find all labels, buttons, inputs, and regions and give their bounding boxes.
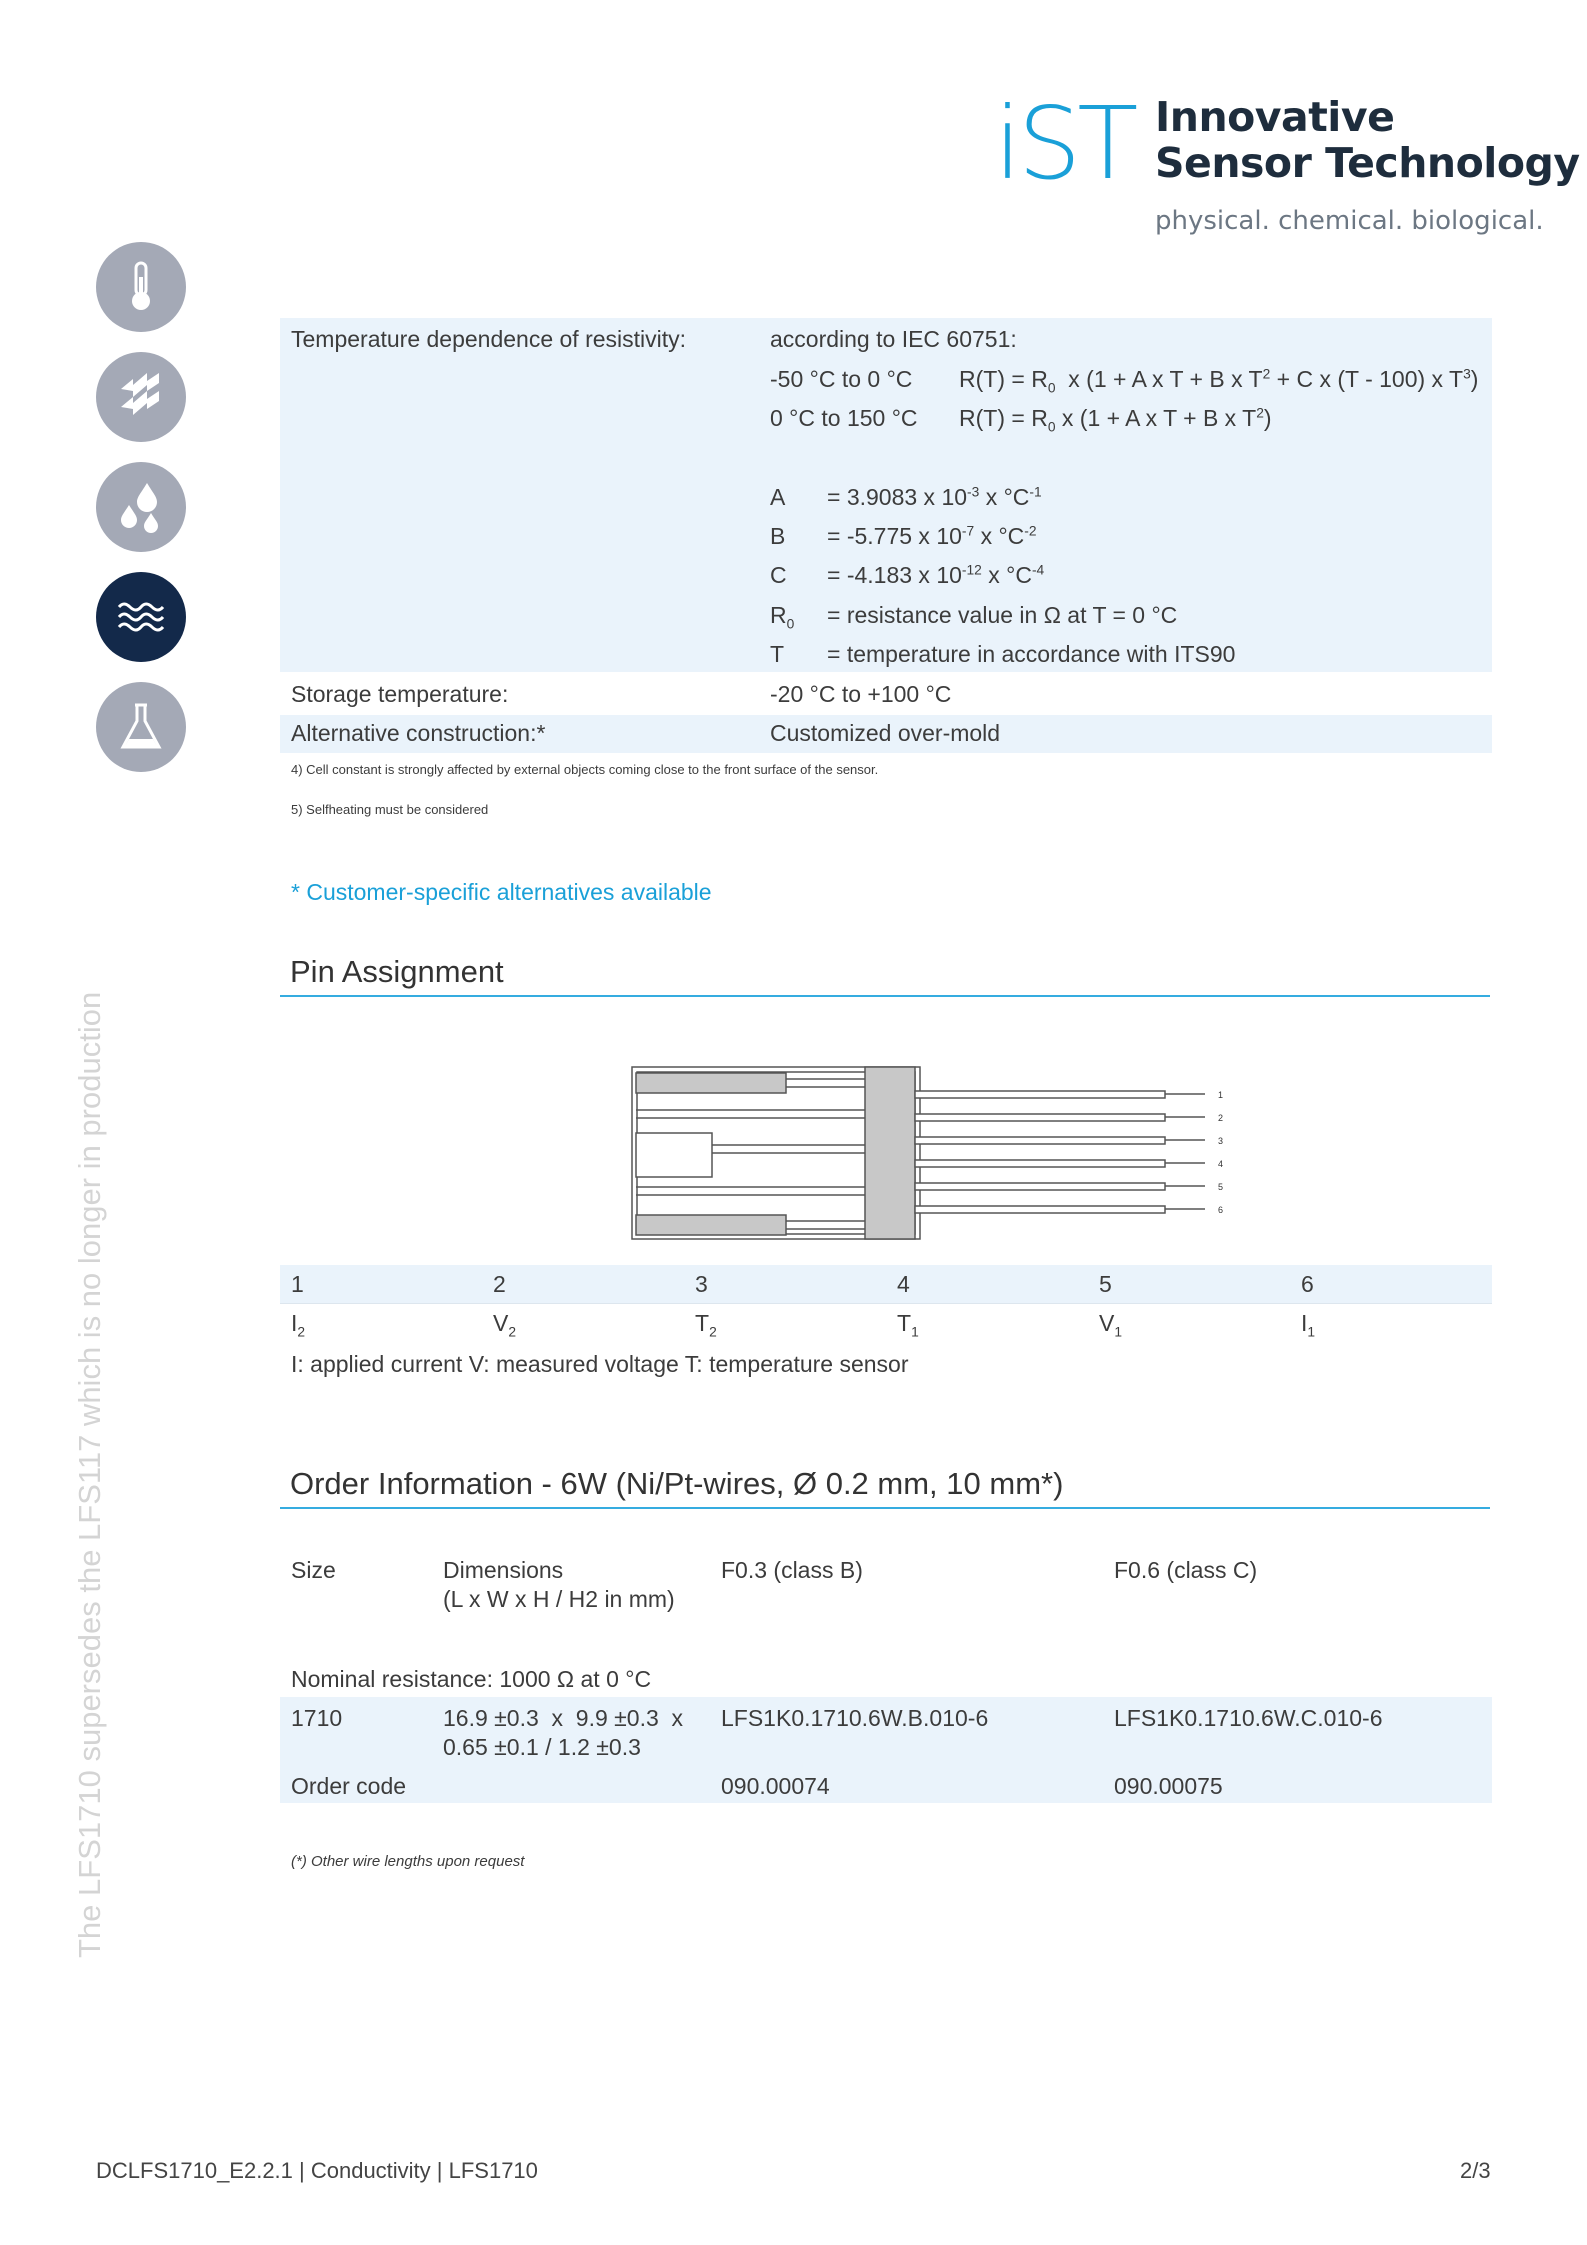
humidity-icon bbox=[96, 462, 186, 552]
formula2: $R(T) = R_0$ x (1 + A x T + B x $T^2$) bbox=[959, 405, 1272, 435]
order-row-f06: LFS1K0.1710.6W.C.010-6 bbox=[1114, 1705, 1383, 1731]
range1-text: -50 °C to 0 °C bbox=[770, 366, 913, 392]
const-c-value: = -4.183 x $10^{-12}$ x $^\circ C^{-4}$ bbox=[827, 562, 1045, 588]
footnote-4: 4) Cell constant is strongly affected by external objects coming close to the front surface of the sensor. bbox=[291, 762, 879, 777]
order-code-f06: 090.00075 bbox=[1114, 1773, 1223, 1799]
nominal-resistance: Nominal resistance: 1000 Ω at 0 °C bbox=[291, 1666, 652, 1692]
temp-dependence-label: Temperature dependence of resistivity: bbox=[291, 326, 687, 352]
col-f06: F0.6 (class C) bbox=[1114, 1557, 1258, 1583]
const-c-symbol: C bbox=[770, 562, 787, 588]
pin-number: 6 bbox=[1301, 1271, 1314, 1297]
page-number: 2/3 bbox=[1460, 2158, 1491, 2183]
flow-icon bbox=[96, 352, 186, 442]
order-info-rule bbox=[280, 1507, 1490, 1509]
order-row-size: 1710 bbox=[291, 1705, 343, 1731]
pin-signal: $I_1$ bbox=[1301, 1310, 1316, 1340]
flask-icon bbox=[96, 682, 186, 772]
const-t-symbol: T bbox=[770, 641, 785, 667]
storage-value: -20 °C to +100 °C bbox=[770, 681, 952, 707]
pin-number: 2 bbox=[493, 1271, 506, 1297]
side-note: The LFS1710 supersedes the LFS117 which is no longer in production bbox=[72, 991, 107, 1958]
pin-number: 4 bbox=[897, 1271, 910, 1297]
pin-assignment-title: Pin Assignment bbox=[290, 954, 504, 989]
const-b-value: = -5.775 x $10^{-7}$ x $^\circ C^{-2}$ bbox=[827, 523, 1037, 549]
pin-signal: $I_2$ bbox=[291, 1310, 306, 1340]
col-f03: F0.3 (class B) bbox=[721, 1557, 863, 1583]
alt-construction-label: Alternative construction:* bbox=[291, 720, 546, 746]
const-b-symbol: B bbox=[770, 523, 786, 549]
diagram-pin-label: 3 bbox=[1218, 1136, 1224, 1146]
pin-assignment-rule bbox=[280, 995, 1490, 997]
footnote-5: 5) Selfheating must be considered bbox=[291, 802, 489, 817]
pin-legend: I: applied current V: measured voltage T: temperature sensor bbox=[291, 1351, 909, 1377]
customer-note: * Customer-specific alternatives available bbox=[291, 879, 712, 905]
brand-name bbox=[1155, 94, 1580, 186]
const-r-symbol: $R_0$ bbox=[770, 602, 795, 632]
pin-number: 1 bbox=[291, 1271, 304, 1297]
formula1: $R(T) = R_0$ x (1 + A x T + B x $T^2 + C$ x (T - 100) x $T^3$) bbox=[959, 366, 1479, 396]
thermometer-icon bbox=[96, 242, 186, 332]
order-row-dims: 16.9 ±0.3 x 9.9 ±0.3 x bbox=[443, 1705, 684, 1731]
order-info-title: Order Information - 6W (Ni/Pt-wires, Ø 0.2 mm, 10 mm*) bbox=[290, 1466, 1064, 1501]
diagram-pin-label: 2 bbox=[1218, 1113, 1224, 1123]
diagram-pin-label: 6 bbox=[1218, 1205, 1224, 1215]
pin-signal: $T_2$ bbox=[695, 1310, 717, 1340]
const-a-value: = 3.9083 x $10^{-3}$ x $^\circ C^{-1}$ bbox=[827, 484, 1042, 510]
const-r-desc: = resistance value in Ω at T = 0 °C bbox=[827, 602, 1178, 628]
brand-tagline: physical. chemical. biological. bbox=[1155, 206, 1544, 236]
pin-number: 5 bbox=[1099, 1271, 1112, 1297]
col-size: Size bbox=[291, 1557, 336, 1583]
alt-construction-value: Customized over-mold bbox=[770, 720, 1001, 746]
wire-note: (*) Other wire lengths upon request bbox=[291, 1853, 525, 1870]
pin-number: 3 bbox=[695, 1271, 708, 1297]
order-row-f03: LFS1K0.1710.6W.B.010-6 bbox=[721, 1705, 989, 1731]
footer-doc: DCLFS1710_E2.2.1 | Conductivity | LFS1710 bbox=[96, 2158, 538, 2183]
pin-signal: $V_1$ bbox=[1099, 1310, 1123, 1340]
brand-name-line2: Sensor Technology bbox=[1155, 139, 1580, 187]
pin-row-divider bbox=[280, 1303, 1492, 1304]
const-a-symbol: A bbox=[770, 484, 786, 510]
order-code-label: Order code bbox=[291, 1773, 407, 1799]
range2-text: 0 °C to 150 °C bbox=[770, 405, 918, 431]
according-text: according to IEC 60751: bbox=[770, 326, 1017, 352]
brand-logo-mark: iST bbox=[994, 85, 1135, 202]
pin-signal: $V_2$ bbox=[493, 1310, 517, 1340]
diagram-pin-label: 5 bbox=[1218, 1182, 1224, 1192]
const-t-desc: = temperature in accordance with ITS90 bbox=[827, 641, 1236, 667]
pin-signal: $T_1$ bbox=[897, 1310, 919, 1340]
order-row-dims-2: 0.65 ±0.1 / 1.2 ±0.3 bbox=[443, 1734, 641, 1760]
conductivity-icon bbox=[96, 572, 186, 662]
col-dimensions: Dimensions bbox=[443, 1557, 564, 1583]
diagram-pin-label: 1 bbox=[1218, 1090, 1224, 1100]
storage-label: Storage temperature: bbox=[291, 681, 509, 707]
sensor-diagram bbox=[630, 1065, 1230, 1245]
col-dimensions-unit: (L x W x H / H2 in mm) bbox=[443, 1586, 675, 1612]
brand-name-line1: Innovative bbox=[1155, 93, 1395, 141]
diagram-pin-label: 4 bbox=[1218, 1159, 1224, 1169]
order-code-f03: 090.00074 bbox=[721, 1773, 830, 1799]
